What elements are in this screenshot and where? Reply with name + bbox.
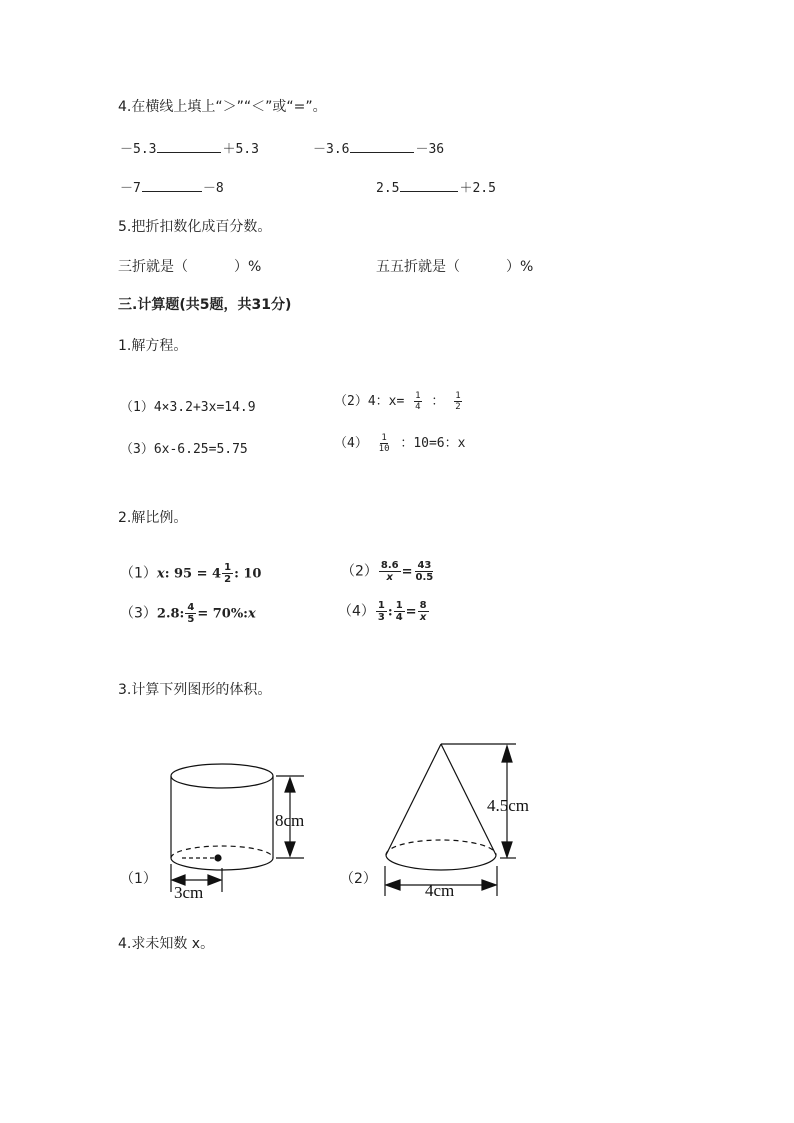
cone-height-arrow-down	[502, 842, 512, 857]
fraction-denominator: 2	[224, 574, 232, 585]
fraction-denominator: 2	[455, 402, 461, 412]
fraction-numerator: 1	[224, 562, 232, 573]
fraction-numerator: 1	[377, 600, 385, 611]
height-arrow-down	[285, 842, 295, 856]
section-heading: 三.计算题(共5题，共31分)	[118, 297, 292, 313]
cylinder-center-dot	[215, 855, 221, 861]
compare-left-value: －5.3	[120, 142, 157, 157]
compare-right-value: －36	[415, 142, 445, 157]
fraction-numerator: 1	[415, 391, 421, 401]
compare-left-value: －7	[120, 181, 141, 196]
percent-suffix: ）%	[506, 259, 534, 275]
height-arrow-up	[285, 778, 295, 792]
diameter-arrow-right	[482, 880, 496, 890]
fraction-numerator: 1	[455, 391, 461, 401]
diameter-arrow-left	[386, 880, 400, 890]
equation-text: （4）	[334, 436, 368, 451]
fraction-numerator: 8.6	[380, 560, 399, 571]
percent-suffix: ）%	[234, 259, 262, 275]
cone-base-front	[386, 855, 496, 870]
item-label: （3）	[120, 605, 157, 622]
find-x-title: 4.求未知数 x。	[118, 936, 215, 952]
equation-text: ：10=6：x	[400, 436, 466, 451]
cylinder-height-label: 8cm	[275, 811, 305, 830]
compare-left-value: 2.5	[376, 181, 400, 196]
equals-sign: =	[405, 604, 417, 620]
cone-base-back	[386, 840, 496, 855]
percent-prefix: 三折就是（	[118, 259, 188, 275]
fraction-numerator: 1	[395, 600, 403, 611]
colon: :	[387, 604, 393, 620]
fraction-denominator: 5	[187, 614, 195, 625]
compare-right-value: ＋2.5	[459, 181, 496, 196]
fraction-denominator: x	[419, 612, 427, 623]
colon: ：	[431, 394, 445, 409]
radius-arrow-right	[208, 875, 221, 885]
item-label: （1）	[120, 565, 157, 582]
equations-title: 1.解方程。	[118, 338, 188, 354]
equals-sign: =	[401, 564, 413, 580]
expression: 2.8:	[156, 606, 185, 622]
expression: = 70%:	[197, 606, 248, 622]
equation-3: （3）6x-6.25=5.75	[120, 442, 248, 457]
cone-height-label: 4.5cm	[487, 796, 530, 815]
equation-1: （1）4×3.2+3x=14.9	[120, 400, 256, 415]
figure-2-label: （2）	[340, 871, 377, 887]
item-label: （4）	[338, 603, 375, 620]
fraction-numerator: 43	[417, 560, 432, 571]
cone-figure	[385, 744, 516, 896]
fraction-numerator: 4	[187, 602, 195, 613]
variable: x	[247, 606, 256, 622]
fraction-denominator: x	[386, 572, 393, 583]
cone-height-arrow-up	[502, 746, 512, 762]
fraction-denominator: 10	[378, 444, 390, 454]
compare-right-value: －8	[202, 181, 224, 196]
cone-left-side	[386, 744, 441, 855]
figure-1-label: （1）	[120, 871, 157, 887]
fraction-denominator: 0.5	[415, 572, 434, 583]
cylinder-top	[171, 764, 273, 788]
fraction-numerator: 1	[381, 433, 387, 443]
compare-left-value: －3.6	[313, 142, 350, 157]
equation-text: （2）4：x=	[334, 394, 405, 409]
fraction-denominator: 4	[415, 402, 421, 412]
proportions-title: 2.解比例。	[118, 510, 188, 526]
cylinder-bottom-back	[171, 846, 273, 858]
q4-fill-title: 4.在横线上填上“＞”“＜”或“=”。	[118, 99, 327, 115]
compare-right-value: ＋5.3	[222, 142, 259, 157]
volume-title: 3.计算下列图形的体积。	[118, 682, 272, 698]
q5-title: 5.把折扣数化成百分数。	[118, 219, 272, 235]
item-label: （2）	[341, 563, 378, 580]
percent-prefix: 五五折就是（	[376, 259, 460, 275]
cylinder-radius-label: 3cm	[174, 883, 204, 902]
fraction-denominator: 3	[377, 612, 385, 623]
fraction-denominator: 4	[395, 612, 403, 623]
expression: : 10	[234, 566, 262, 582]
variable: x	[156, 566, 165, 582]
cone-diameter-label: 4cm	[425, 881, 455, 900]
expression: : 95 = 4	[164, 566, 222, 582]
fraction-numerator: 8	[419, 600, 427, 611]
